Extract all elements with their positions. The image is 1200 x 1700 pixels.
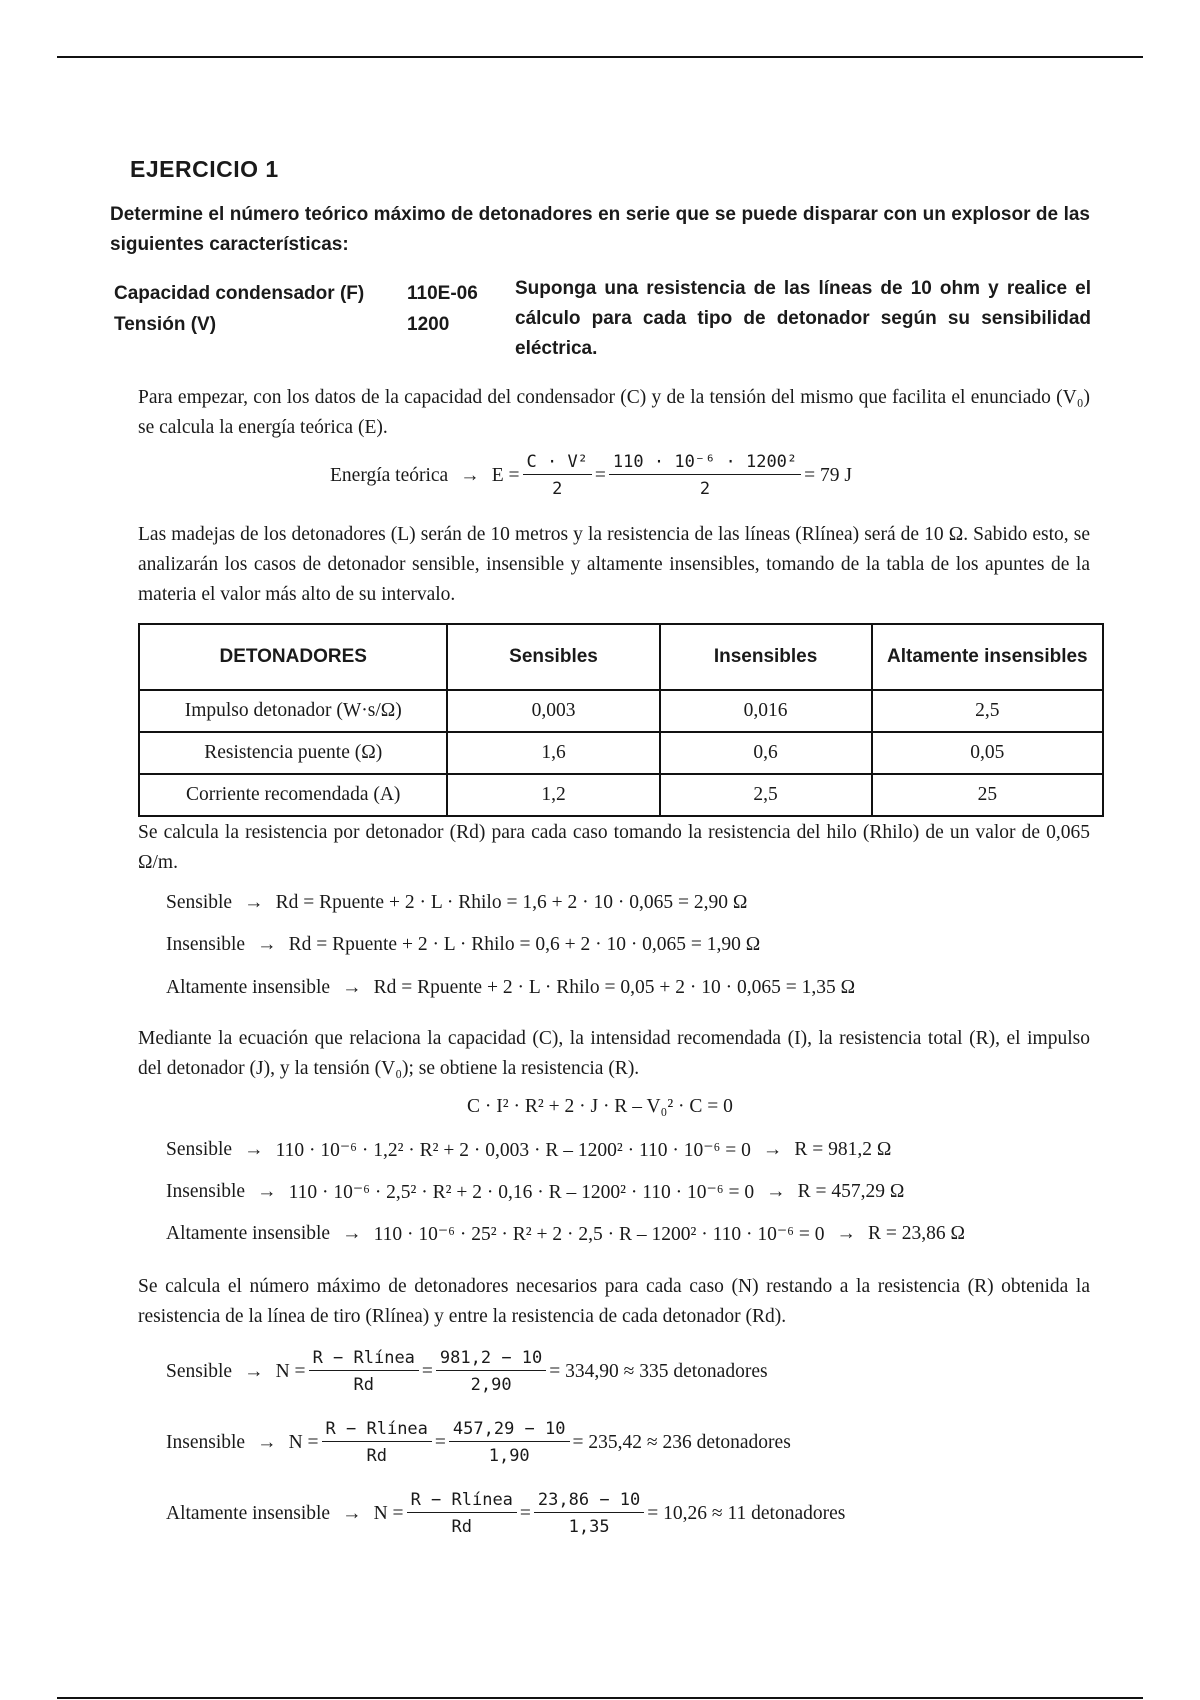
rd-expression: Rd = Rpuente + 2 · L · Rhilo = 0,6 + 2 · 10 · 0,065 = 1,90 Ω	[288, 934, 761, 955]
case-label: Sensible	[166, 1360, 233, 1382]
fraction-numerator: C · V²	[523, 452, 592, 475]
rd-equation	[166, 934, 760, 956]
arrow-icon: →	[342, 1223, 362, 1244]
arrow-icon: →	[762, 1139, 783, 1160]
rd-equation	[166, 977, 855, 999]
table-row	[139, 774, 1103, 816]
r-main-equation	[0, 1096, 1200, 1118]
voltage-value: 1200	[407, 314, 450, 335]
fraction-numerator: 981,2 − 10	[436, 1348, 546, 1371]
table-header: Sensibles	[447, 624, 659, 690]
paragraph-r: Mediante la ecuación que relaciona la capacidad (C), la intensidad recomendada (I), la resistencia total (R), el impulso del detonador (J), y la tensión (V₀); se obtiene la resistencia (R).	[138, 1028, 1090, 1079]
table-cell: Corriente recomendada (A)	[139, 774, 447, 816]
fraction-numerator: R − Rlínea	[309, 1348, 419, 1371]
equals-sign: =	[519, 1502, 531, 1524]
arrow-icon: →	[257, 934, 277, 955]
arrow-icon: →	[244, 1139, 264, 1160]
n-equation	[166, 1490, 845, 1537]
r-expression: 110 · 10⁻⁶ · 2,5² · R² + 2 · 0,16 · R – 1200² · 110 · 10⁻⁶ = 0	[288, 1182, 755, 1203]
table-row	[139, 732, 1103, 774]
paragraph-lines: Las madejas de los detonadores (L) serán de 10 metros y la resistencia de las líneas (Rlínea) será de 10 Ω. Sabido esto, se analizarán los casos de detonador sensible, insensible y altamente insensibles, tomando de la tabla de los apuntes de la materia el valor más alto de su intervalo.	[138, 524, 1090, 605]
n-lhs: N =	[373, 1502, 404, 1524]
n-symbolic-fraction	[322, 1419, 432, 1466]
energy-fraction-1	[523, 452, 592, 499]
n-numeric-fraction	[449, 1419, 570, 1466]
n-symbolic-fraction	[309, 1348, 419, 1395]
table-cell: 0,05	[872, 732, 1103, 774]
case-label: Altamente insensible	[166, 977, 331, 998]
table-row	[139, 690, 1103, 732]
arrow-icon: →	[342, 977, 362, 998]
rd-equation	[166, 892, 747, 914]
r-result: R = 23,86 Ω	[867, 1223, 965, 1244]
table-header-row	[139, 624, 1103, 690]
problem-statement: Determine el número teórico máximo de detonadores en serie que se puede disparar con un explosor de las siguientes características:	[110, 204, 1090, 255]
paragraph-energy-intro: Para empezar, con los datos de la capacidad del condensador (C) y de la tensión del mismo que facilita el enunciado (V₀) se calcula la energía teórica (E).	[138, 387, 1090, 438]
case-label: Sensible	[166, 1139, 233, 1160]
n-equation	[166, 1348, 768, 1395]
energy-fraction-2	[609, 452, 801, 499]
fraction-numerator: 23,86 − 10	[534, 1490, 644, 1513]
fraction-denominator: 2	[552, 479, 563, 499]
fraction-numerator: R − Rlínea	[407, 1490, 517, 1513]
table-cell: 2,5	[872, 690, 1103, 732]
equals-sign: =	[434, 1431, 446, 1453]
n-symbolic-fraction	[407, 1490, 517, 1537]
r-result: R = 981,2 Ω	[794, 1139, 892, 1160]
table-cell: 0,6	[660, 732, 872, 774]
fraction-denominator: Rd	[366, 1446, 387, 1466]
table-cell: 2,5	[660, 774, 872, 816]
fraction-numerator: 110 · 10⁻⁶ · 1200²	[609, 452, 801, 475]
case-label: Insensible	[166, 934, 246, 955]
equals-sign: =	[421, 1360, 433, 1382]
table-header: Altamente insensibles	[872, 624, 1103, 690]
bottom-rule	[57, 1697, 1143, 1699]
case-label: Insensible	[166, 1431, 246, 1453]
rd-expression: Rd = Rpuente + 2 · L · Rhilo = 0,05 + 2 · 10 · 0,065 = 1,35 Ω	[373, 977, 856, 998]
table-cell: 0,003	[447, 690, 659, 732]
r-main-expression: C · I² · R² + 2 · J · R – V₀² · C = 0	[467, 1096, 733, 1117]
arrow-icon: →	[342, 1502, 362, 1524]
n-equation	[166, 1419, 791, 1466]
n-lhs: N =	[275, 1360, 306, 1382]
r-expression: 110 · 10⁻⁶ · 25² · R² + 2 · 2,5 · R – 1200² · 110 · 10⁻⁶ = 0	[373, 1224, 825, 1245]
fraction-numerator: R − Rlínea	[322, 1419, 432, 1442]
fraction-denominator: 2	[699, 479, 711, 499]
fraction-denominator: Rd	[353, 1375, 374, 1395]
arrow-icon: →	[460, 464, 480, 486]
n-lhs: N =	[288, 1431, 319, 1453]
fraction-denominator: 2,90	[470, 1375, 512, 1395]
table-cell: Impulso detonador (W·s/Ω)	[139, 690, 447, 732]
case-label: Insensible	[166, 1181, 246, 1202]
equals-sign: =	[594, 464, 606, 486]
r-expression: 110 · 10⁻⁶ · 1,2² · R² + 2 · 0,003 · R – 1200² · 110 · 10⁻⁶ = 0	[275, 1140, 751, 1161]
table-cell: 1,6	[447, 732, 659, 774]
fraction-denominator: Rd	[451, 1517, 472, 1537]
r-equation	[166, 1222, 965, 1246]
n-numeric-fraction	[436, 1348, 546, 1395]
fraction-numerator: 457,29 − 10	[449, 1419, 570, 1442]
table-cell: Resistencia puente (Ω)	[139, 732, 447, 774]
arrow-icon: →	[244, 892, 264, 913]
table-cell: 25	[872, 774, 1103, 816]
capacity-value: 110E-06	[407, 283, 478, 304]
table-cell: 0,016	[660, 690, 872, 732]
table-header: Insensibles	[660, 624, 872, 690]
arrow-icon: →	[244, 1360, 264, 1382]
fraction-denominator: 1,90	[488, 1446, 530, 1466]
arrow-icon: →	[766, 1181, 786, 1202]
case-label: Altamente insensible	[166, 1502, 331, 1524]
arrow-icon: →	[257, 1431, 277, 1453]
capacity-label: Capacidad condensador (F)	[114, 283, 365, 304]
n-numeric-fraction	[534, 1490, 644, 1537]
paragraph-rd: Se calcula la resistencia por detonador (Rd) para cada caso tomando la resistencia del hilo (Rhilo) de un valor de 0,065 Ω/m.	[138, 822, 1090, 873]
n-result: = 334,90 ≈ 335 detonadores	[549, 1360, 768, 1382]
fraction-denominator: 1,35	[568, 1517, 610, 1537]
r-equation	[166, 1138, 891, 1162]
paragraph-n: Se calcula el número máximo de detonadores necesarios para cada caso (N) restando a la resistencia (R) obtenida la resistencia de la línea de tiro (Rlínea) y entre la resistencia de cada detonador (Rd).	[138, 1276, 1090, 1327]
case-label: Altamente insensible	[166, 1223, 331, 1244]
energy-label: Energía teórica	[330, 464, 449, 486]
top-rule	[57, 56, 1143, 58]
detonator-table	[138, 623, 1104, 817]
energy-result: = 79 J	[804, 464, 852, 486]
arrow-icon: →	[257, 1181, 277, 1202]
case-label: Sensible	[166, 892, 233, 913]
energy-lhs: E =	[491, 464, 520, 486]
table-cell: 1,2	[447, 774, 659, 816]
r-result: R = 457,29 Ω	[797, 1181, 905, 1202]
exercise-title: EJERCICIO 1	[130, 156, 279, 182]
side-note: Suponga una resistencia de las líneas de 10 ohm y realice el cálculo para cada tipo de detonador según su sensibilidad eléctrica.	[515, 278, 1091, 359]
arrow-icon: →	[836, 1223, 856, 1244]
voltage-label: Tensión (V)	[114, 314, 217, 335]
table-header: DETONADORES	[139, 624, 447, 690]
n-result: = 10,26 ≈ 11 detonadores	[647, 1502, 846, 1524]
n-result: = 235,42 ≈ 236 detonadores	[572, 1431, 791, 1453]
r-equation	[166, 1180, 904, 1204]
energy-equation	[330, 452, 852, 499]
rd-expression: Rd = Rpuente + 2 · L · Rhilo = 1,6 + 2 · 10 · 0,065 = 2,90 Ω	[275, 892, 748, 913]
